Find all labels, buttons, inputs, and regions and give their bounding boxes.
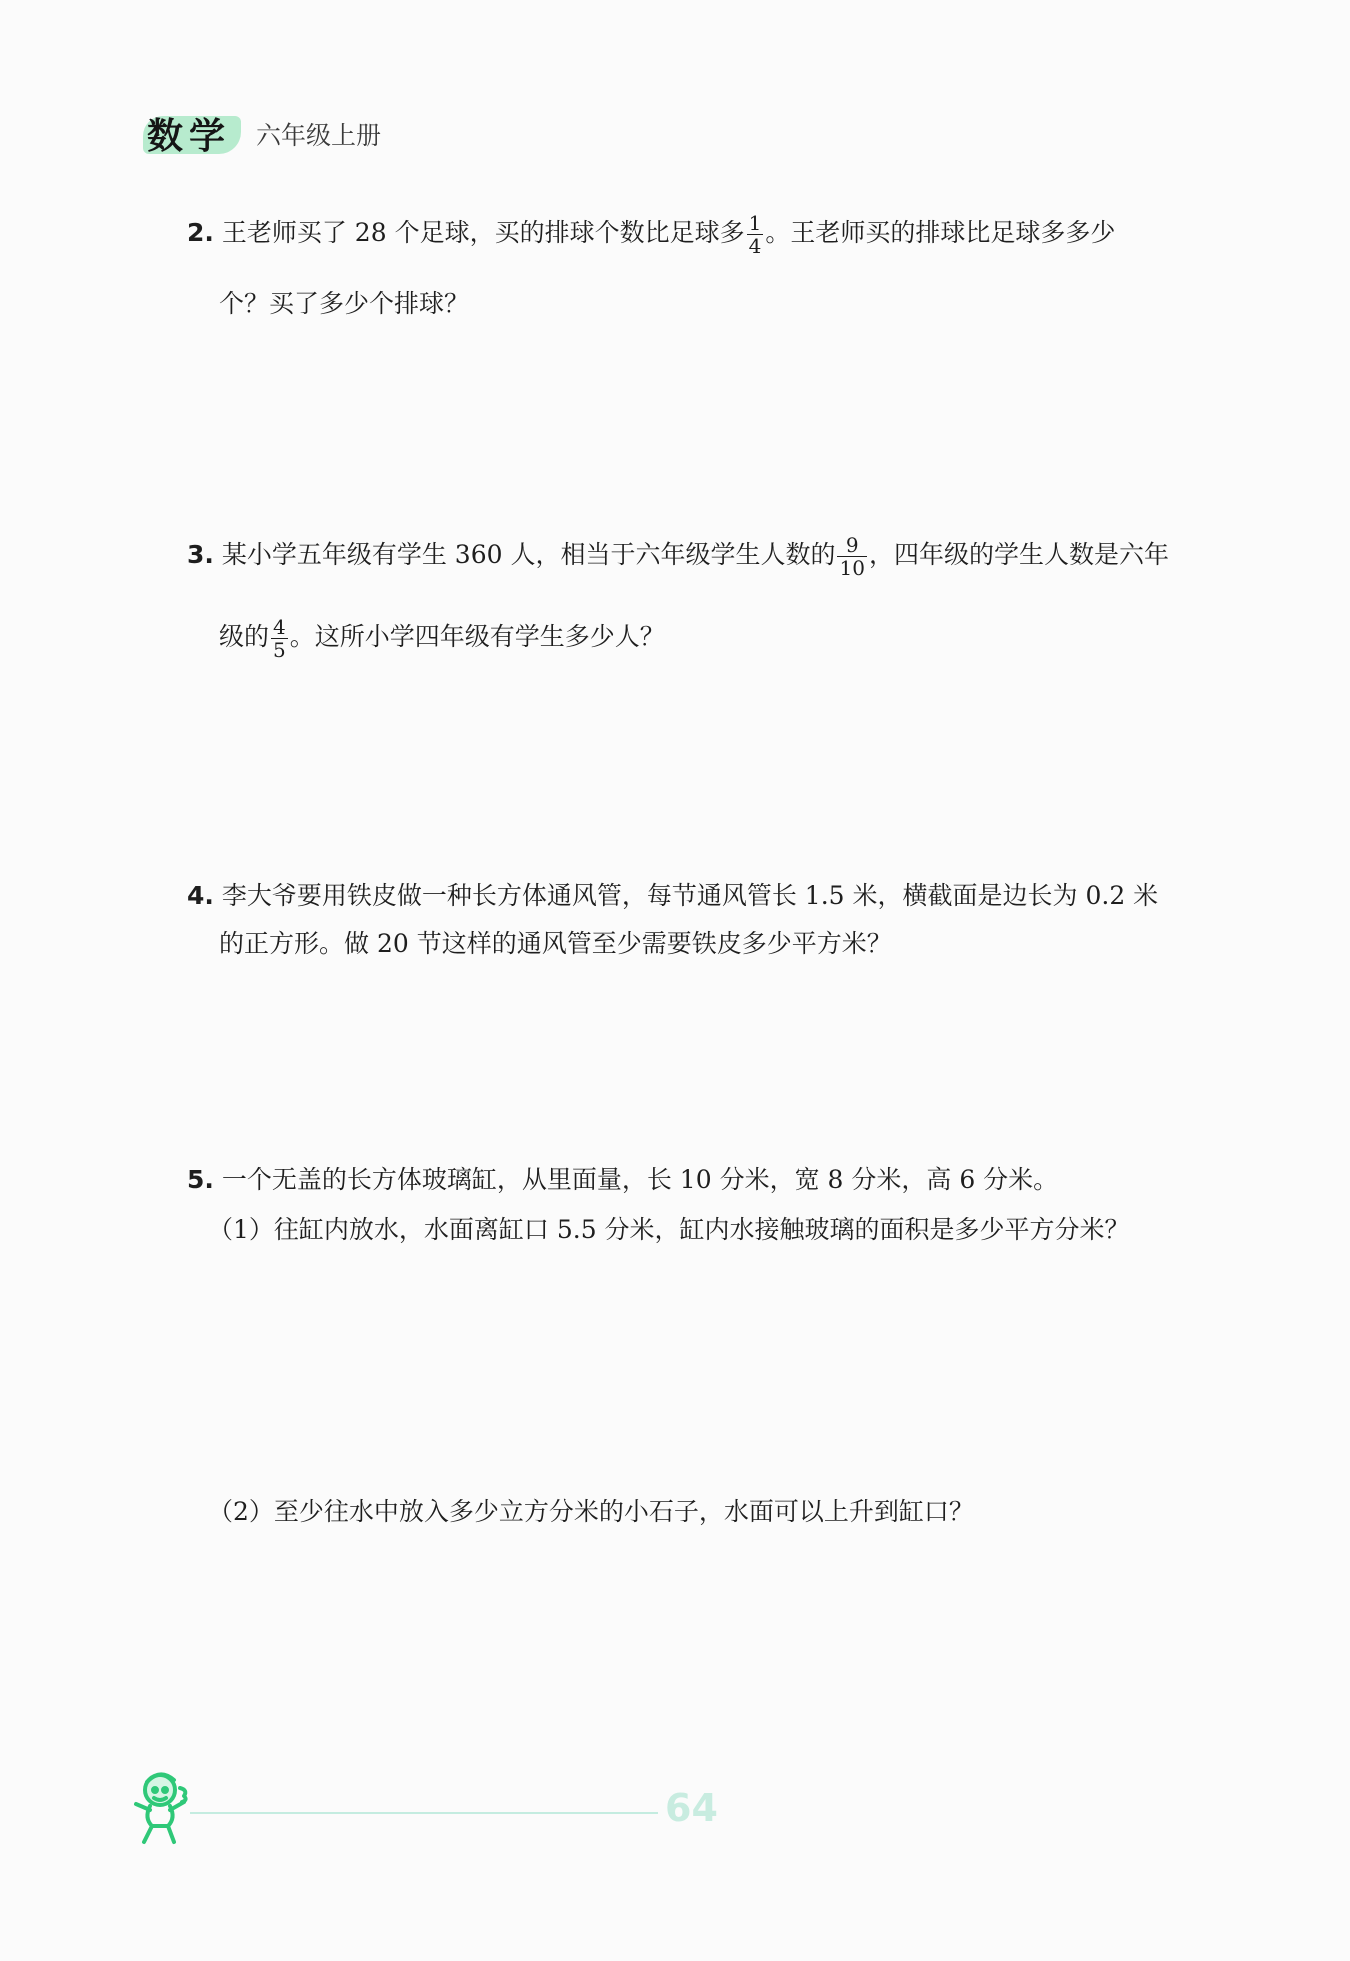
question-5-number: 5. [187,1165,214,1194]
page-number: 64 [665,1786,718,1830]
fraction-nine-tenths [837,534,866,579]
question-4-line-1 [187,876,1158,912]
fraction-numerator: 4 [273,615,286,639]
grade-subtitle: 六年级上册 [256,121,382,150]
fraction-numerator: 9 [845,533,859,557]
mascot-icon [130,1768,196,1850]
question-5-part-1: （1）往缸内放水，水面离缸口 5.5 分米，缸内水接触玻璃的面积是多少平方分米？ [208,1215,1130,1244]
question-3-line-1 [187,534,1169,579]
question-2-line-1 [187,212,1115,257]
fraction-denominator: 10 [839,556,865,580]
question-3-line-2 [219,616,665,661]
question-5-text-a: 一个无盖的长方体玻璃缸，从里面量，长 10 分米，宽 8 分米，高 6 分米。 [221,1165,1059,1194]
fraction-four-fifths [271,616,288,661]
footer-divider [190,1812,658,1814]
question-5-line-1 [187,1160,1058,1196]
question-2-line-2: 个？买了多少个排球？ [219,289,470,318]
question-5-part-2: （2）至少往水中放入多少立方分米的小石子，水面可以上升到缸口？ [208,1497,974,1526]
fraction-one-quarter [747,212,764,257]
question-2-number: 2. [187,218,214,247]
fraction-denominator: 5 [273,638,286,662]
subject-title: 数学 [147,116,232,157]
question-2-text-a: 王老师买了 28 个足球，买的排球个数比足球多 [221,218,745,247]
question-3-number: 3. [187,540,214,569]
question-4-number: 4. [187,881,214,910]
fraction-denominator: 4 [748,234,762,258]
fraction-numerator: 1 [748,211,762,235]
question-3-text-b: ，四年级的学生人数是六年 [868,540,1169,569]
question-4-text-a: 李大爷要用铁皮做一种长方体通风管，每节通风管长 1.5 米，横截面是边长为 0.2 米 [221,881,1159,910]
question-3-text-c: 级的 [219,622,270,651]
question-3-text-d: 。这所小学四年级有学生多少人？ [289,622,665,651]
question-3-text-a: 某小学五年级有学生 360 人，相当于六年级学生人数的 [221,540,836,569]
question-2-text-b: 。王老师买的排球比足球多多少 [765,218,1116,247]
question-4-line-2: 的正方形。做 20 节这样的通风管至少需要铁皮多少平方米？ [219,929,892,958]
